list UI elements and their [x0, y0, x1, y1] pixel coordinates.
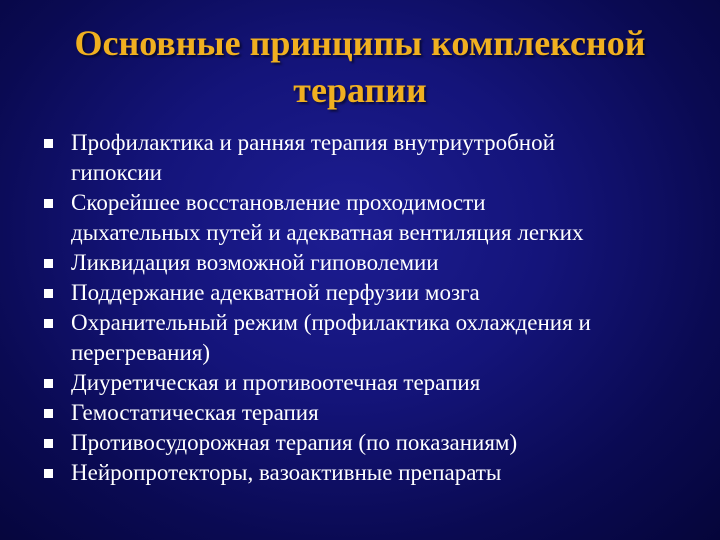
- slide-title: [20, 20, 700, 114]
- bullet-text-line-1: Противосудорожная терапия (по показаниям): [71, 430, 518, 455]
- square-bullet-icon: [44, 199, 53, 208]
- bullet-text-line-1: Скорейшее восстановление проходимости: [71, 190, 486, 215]
- bullet-item: [44, 308, 704, 368]
- bullet-text-line-1: Гемостатическая терапия: [71, 400, 319, 425]
- bullet-text-line-1: Нейропротекторы, вазоактивные препараты: [71, 460, 502, 485]
- bullet-item: [44, 428, 704, 458]
- bullet-item: [44, 368, 704, 398]
- bullet-text-line-2: перегревания): [71, 340, 210, 365]
- square-bullet-icon: [44, 259, 53, 268]
- bullet-item: [44, 248, 704, 278]
- bullet-text-line-1: Охранительный режим (профилактика охлаждения и: [71, 310, 591, 335]
- square-bullet-icon: [44, 139, 53, 148]
- slide-title-line-2: терапии: [293, 70, 427, 110]
- square-bullet-icon: [44, 439, 53, 448]
- square-bullet-icon: [44, 379, 53, 388]
- square-bullet-icon: [44, 289, 53, 298]
- bullet-item: [44, 128, 704, 188]
- bullet-text-line-2: дыхательных путей и адекватная вентиляция легких: [71, 220, 584, 245]
- bullet-text-line-1: Поддержание адекватной перфузии мозга: [71, 280, 480, 305]
- square-bullet-icon: [44, 409, 53, 418]
- bullet-list: [44, 128, 704, 488]
- bullet-text-line-2: гипоксии: [71, 160, 162, 185]
- square-bullet-icon: [44, 469, 53, 478]
- bullet-text-line-1: Диуретическая и противоотечная терапия: [71, 370, 481, 395]
- slide-title-line-1: Основные принципы комплексной: [74, 23, 646, 63]
- bullet-item: [44, 278, 704, 308]
- square-bullet-icon: [44, 319, 53, 328]
- bullet-item: [44, 188, 704, 248]
- bullet-item: [44, 398, 704, 428]
- bullet-text-line-1: Профилактика и ранняя терапия внутриутробной: [71, 130, 555, 155]
- bullet-text-line-1: Ликвидация возможной гиповолемии: [71, 250, 439, 275]
- bullet-item: [44, 458, 704, 488]
